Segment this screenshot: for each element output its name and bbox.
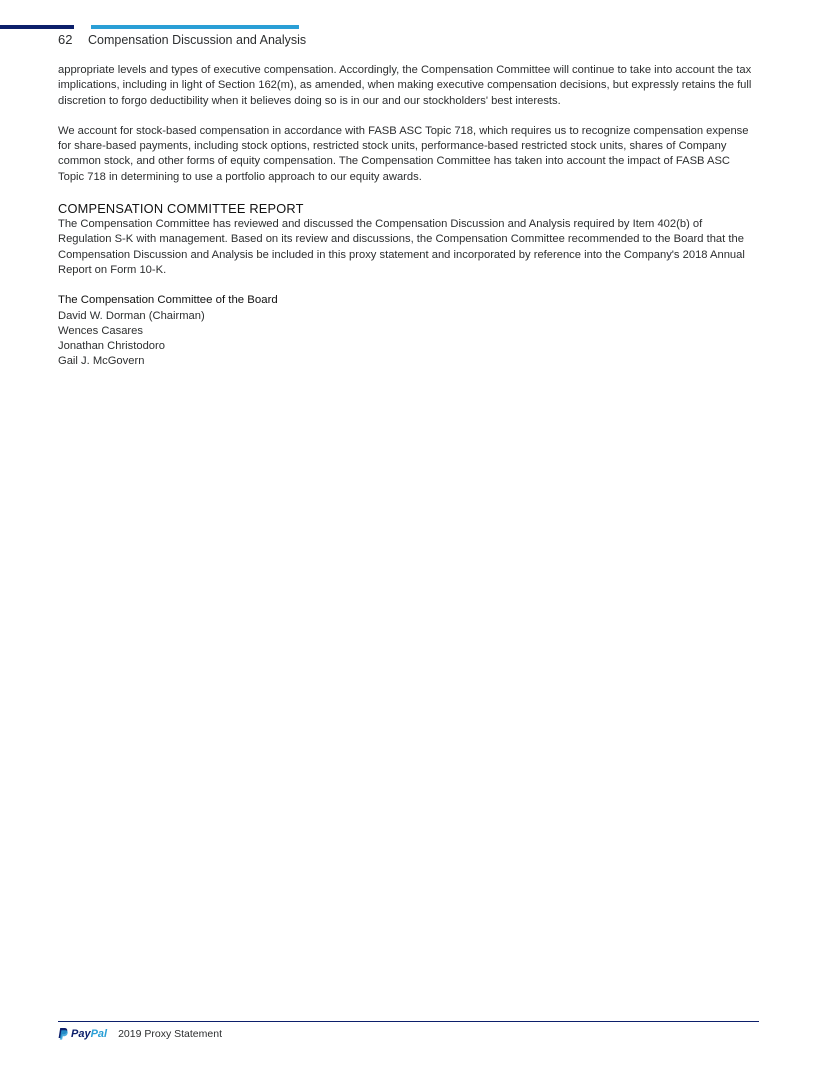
committee-member: David W. Dorman (Chairman) xyxy=(58,309,205,322)
page-header xyxy=(58,32,306,47)
report-paragraph: The Compensation Committee has reviewed and discussed the Compensation Discussion and Analysis required by Item 402(b) of Regulation S-K with management. Based on its review and discussions, the Compensation Committee recommended to the Board that the Compensation Discussion and Analysis be included in this proxy statement and incorporated by reference into the Company's 2018 Annual Report on Form 10-K. xyxy=(58,218,745,276)
committee-member: Jonathan Christodoro xyxy=(58,340,165,353)
body-paragraph: We account for stock-based compensation in accordance with FASB ASC Topic 718, which requires us to recognize compensation expense for share-based payments, including stock options, restricted stock units, performance-based restricted stock units, shares of Company common stock, and other forms of equity compensation. The Compensation Committee has taken into account the impact of FASB ASC Topic 718 in determining to use a portfolio approach to our equity awards. xyxy=(58,124,749,183)
section-title: Compensation Discussion and Analysis xyxy=(88,33,307,47)
paypal-p-icon xyxy=(58,1028,68,1040)
report-heading: COMPENSATION COMMITTEE REPORT xyxy=(58,201,304,217)
committee-member: Gail J. McGovern xyxy=(58,355,145,368)
page-footer xyxy=(58,1026,222,1042)
signature-block xyxy=(58,293,758,369)
committee-member: Wences Casares xyxy=(58,324,143,337)
header-accent-bar-light xyxy=(91,25,299,29)
footer-document-title: 2019 Proxy Statement xyxy=(118,1028,222,1040)
header-accent-bar-dark xyxy=(0,25,74,29)
footer-rule xyxy=(58,1021,759,1022)
body-paragraph: appropriate levels and types of executive compensation. Accordingly, the Compensation Committee will continue to take into account the tax implications, including in light of Section 162(m), as amended, when making executive compensation decisions, but expressly retains the full discretion to forgo deductibility when it believes doing so is in our and our stockholders' best interests. xyxy=(58,64,752,107)
page-number: 62 xyxy=(58,32,73,47)
logo-pal-text: Pal xyxy=(90,1028,108,1040)
committee-name: The Compensation Committee of the Board xyxy=(58,294,278,307)
paypal-logo xyxy=(58,1028,107,1040)
page-content xyxy=(58,63,758,370)
logo-pay-text: Pay xyxy=(71,1028,91,1040)
